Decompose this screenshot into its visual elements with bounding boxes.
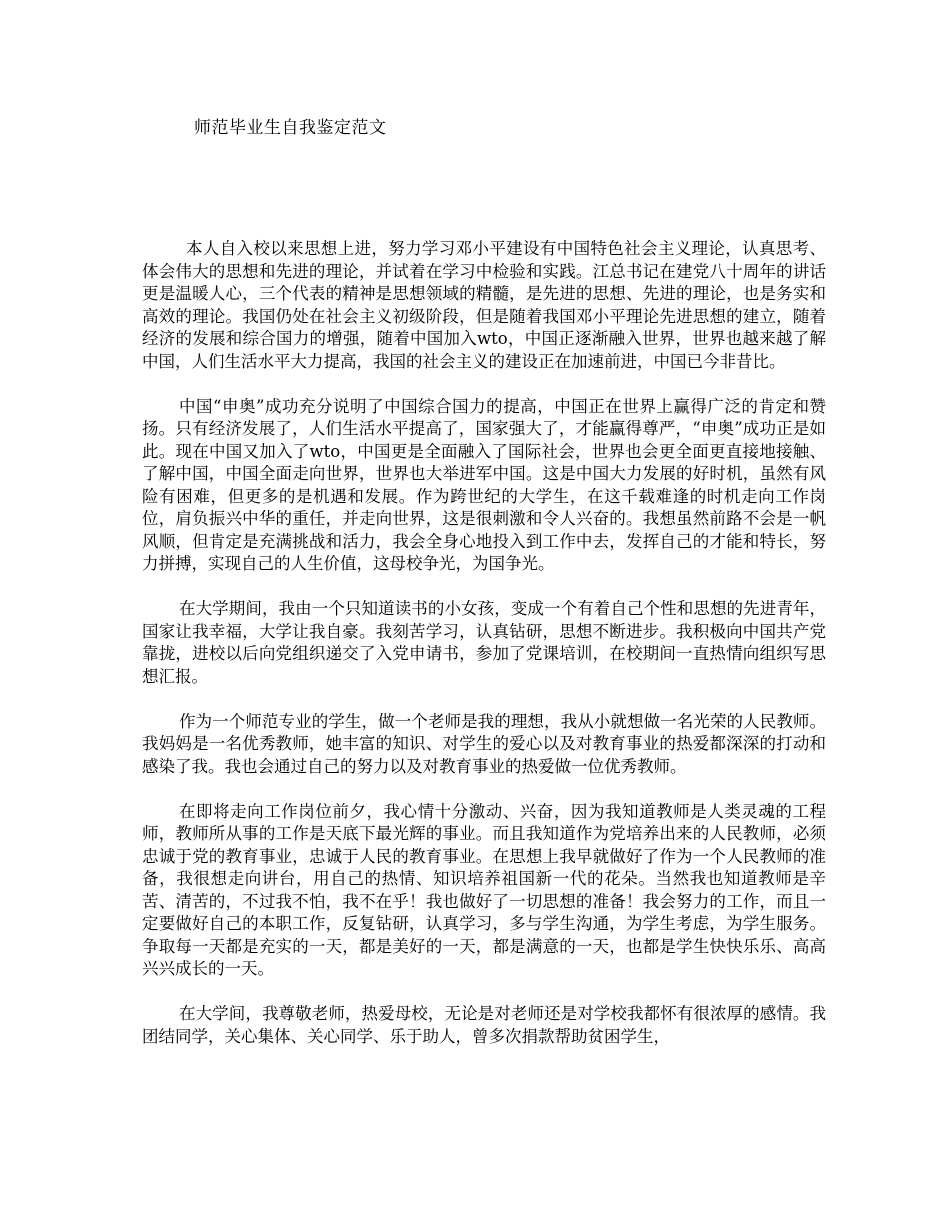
paragraph-1: 本人自入校以来思想上进，努力学习邓小平建设有中国特色社会主义理论，认真思考、体会伟大的思想和先进的理论，并试着在学习中检验和实践。江总书记在建党八十周年的讲话更是温暖人心，三个代表的精神是思想领域的精髓，是先进的思想、先进的理论，也是务实和高效的理论。我国仍处在社会主义初级阶段，但是随着我国邓小平理论先进思想的建立，随着经济的发展和综合国力的增强，随着中国加入wto，中国正逐渐融入世界，世界也越来越了解中国，人们生活水平大力提高，我国的社会主义的建设正在加速前进，中国已今非昔比。 <box>142 239 826 371</box>
document-body <box>142 238 826 1071</box>
paragraph-2: 中国“申奥”成功充分说明了中国综合国力的提高，中国正在世界上赢得广泛的肯定和赞扬。只有经济发展了，人们生活水平提高了，国家强大了，才能赢得尊严，“申奥”成功正是如此。现在中国又加入了wto，中国更是全面融入了国际社会，世界也会更全面更直接地接触、了解中国，中国全面走向世界，世界也大举进军中国。这是中国大力发展的好时机，虽然有风险有困难，但更多的是机遇和发展。作为跨世纪的大学生，在这千载难逢的时机走向工作岗位，肩负振兴中华的重任，并走向世界，这是很刺激和令人兴奋的。我想虽然前路不会是一帆风顺，但肯定是充满挑战和活力，我会全身心地投入到工作中去，发挥自己的才能和特长，努力拼搏，实现自己的人生价值，这母校争光，为国争光。 <box>142 396 826 573</box>
paragraph-4: 作为一个师范专业的学生，做一个老师是我的理想，我从小就想做一名光荣的人民教师。我妈妈是一名优秀教师，她丰富的知识、对学生的爱心以及对教育事业的热爱都深深的打动和感染了我。我也会通过自己的努力以及对教育事业的热爱做一位优秀教师。 <box>142 711 826 776</box>
paragraph-5: 在即将走向工作岗位前夕，我心情十分激动、兴奋，因为我知道教师是人类灵魂的工程师，教师所从事的工作是天底下最光辉的事业。而且我知道作为党培养出来的人民教师，必须忠诚于党的教育事业，忠诚于人民的教育事业。在思想上我早就做好了作为一个人民教师的准备，我很想走向讲台，用自己的热情、知识培养祖国新一代的花朵。当然我也知道教师是辛苦、清苦的，不过我不怕，我不在乎！我也做好了一切思想的准备！我会努力的工作，而且一定要做好自己的本职工作，反复钻研，认真学习，多与学生沟通，为学生考虑，为学生服务。争取每一天都是充实的一天，都是美好的一天，都是满意的一天，也都是学生快快乐乐、高高兴兴成长的一天。 <box>142 801 826 978</box>
document-title: 师范毕业生自我鉴定范文 <box>194 118 387 138</box>
paragraph-3: 在大学期间，我由一个只知道读书的小女孩，变成一个有着自己个性和思想的先进青年，国家让我幸福，大学让我自豪。我刻苦学习，认真钻研，思想不断进步。我积极向中国共产党靠拢，进校以后向党组织递交了入党申请书，参加了党课培训，在校期间一直热情向组织写思想汇报。 <box>142 599 826 686</box>
paragraph-6: 在大学间，我尊敬老师，热爱母校，无论是对老师还是对学校我都怀有很浓厚的感情。我团结同学，关心集体、关心同学、乐于助人，曾多次捐款帮助贫困学生， <box>142 1004 826 1046</box>
